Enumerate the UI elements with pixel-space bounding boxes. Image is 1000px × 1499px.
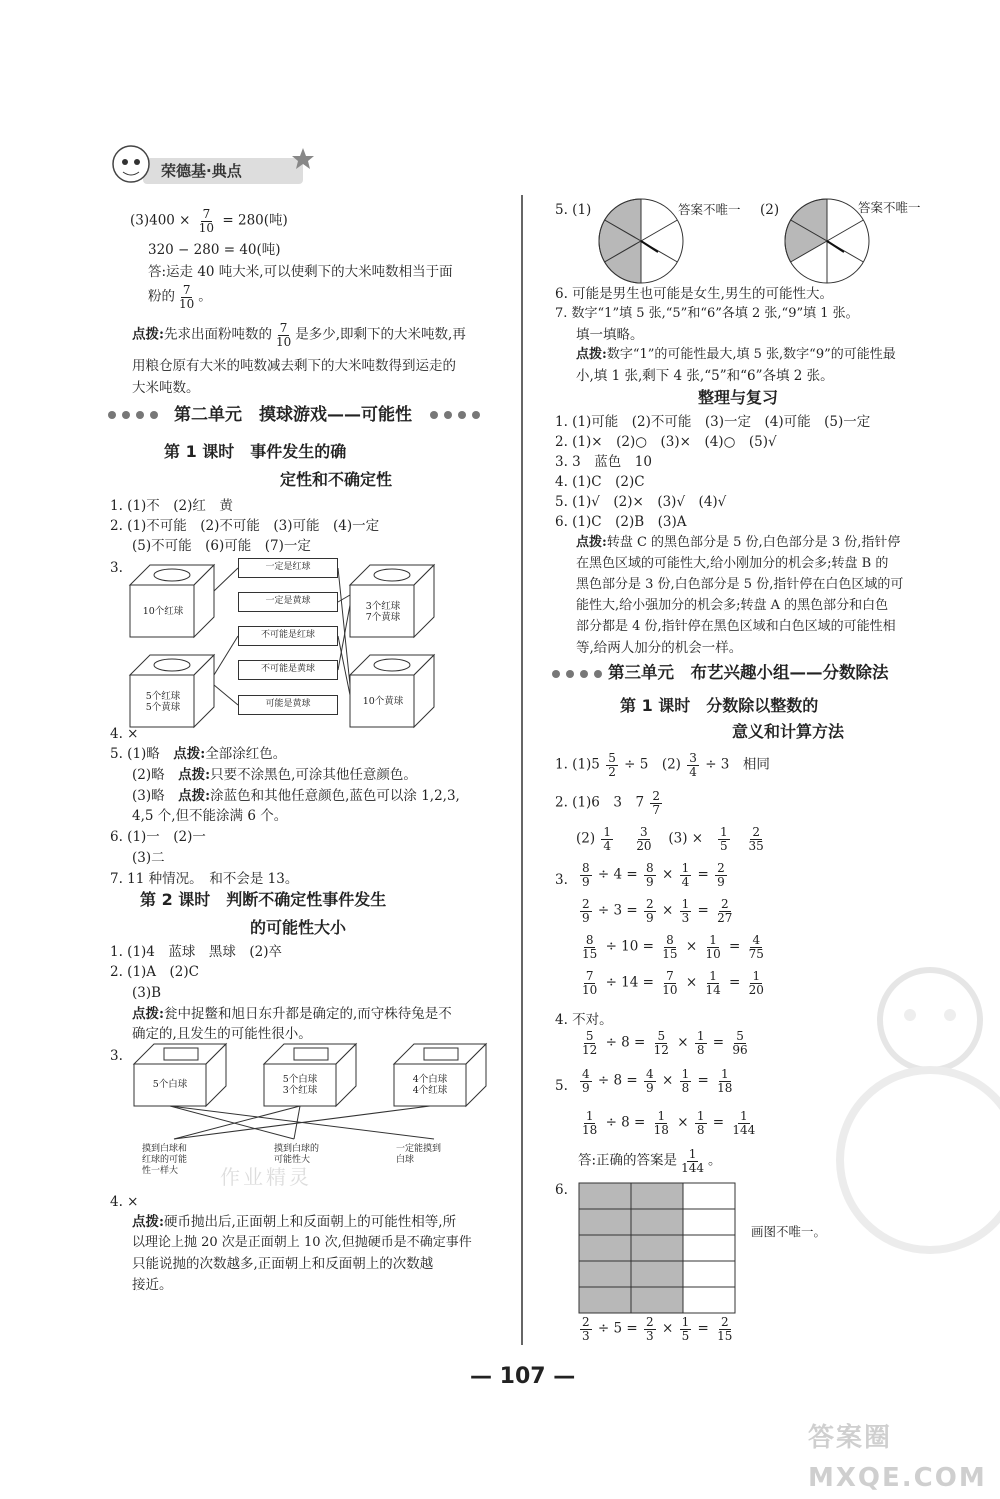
operator: × — [657, 1320, 678, 1337]
hint-line: 只能说抛的次数越多,正面朝上和反面朝上的次数越 — [132, 1256, 434, 1272]
lesson-title: 第 1 课时 事件发生的确 — [164, 442, 347, 461]
fraction-grid — [579, 1183, 739, 1313]
operator: × — [681, 938, 702, 955]
fraction: $\frac{4}{75}$ — [748, 933, 764, 961]
answer-line: 5. (1) — [555, 202, 592, 218]
fraction: $\frac{2}{27}$ — [717, 897, 733, 925]
fraction: $\frac{1}{8}$ — [696, 1109, 705, 1137]
answer-line: (2) $\frac{1}{4}$ $\frac{3}{20}$ (3) × $\frac{1}{5}$ $\frac{2}{35}$ — [576, 825, 764, 853]
spinner-1 — [596, 196, 686, 286]
answer-line: (3)B — [132, 985, 162, 1001]
answer-line: 4. × — [110, 726, 139, 742]
answer-line: 1. (1)5 $\frac{5}{2}$ ÷ 5 (2) $\frac{3}{4}$ ÷ 3 相同 — [555, 751, 770, 779]
hint-line: 确定的,且发生的可能性很小。 — [132, 1026, 312, 1042]
fraction: $\frac{1}{8}$ — [696, 1029, 705, 1057]
box-label: 3个红球 7个黄球 — [365, 600, 401, 623]
fraction: $\frac{2}{3}$ — [646, 1315, 654, 1343]
unit-title: 第二单元 摸球游戏——可能性 — [174, 405, 412, 425]
operator: ÷ 10 = — [601, 938, 659, 955]
answer-line: 4. × — [110, 1194, 139, 1210]
fraction: $\frac{1}{8}$ — [681, 1067, 690, 1095]
answer-line: 7. 数字“1”填 5 张,“5”和“6”各填 2 张,“9”填 1 张。 — [555, 306, 859, 321]
outcome-label: 摸到白球和 红球的可能 性一样大 — [142, 1144, 188, 1176]
operator: = — [693, 1072, 714, 1089]
answer-line: 2. (1)A (2)C — [110, 964, 199, 980]
operator: = — [724, 974, 745, 991]
lesson-title: 第 2 课时 判断不确定性事件发生 — [140, 890, 387, 909]
hint-line: 点拨:瓮中捉鳖和旭日东升都是确定的,而守株待兔是不 — [132, 1006, 452, 1022]
box-label: 5个白球 3个红球 — [282, 1073, 318, 1096]
hint-line: 大米吨数。 — [132, 380, 200, 396]
operator: ÷ 4 = — [593, 866, 643, 883]
note: 答案不唯一 — [858, 200, 921, 215]
hint-line: 点拨:转盘 C 的黑色部分是 5 份,白色部分是 3 份,指针停 — [576, 535, 901, 550]
fraction: $\frac{1}{20}$ — [748, 969, 764, 997]
operator: ÷ 5 = — [593, 1320, 643, 1337]
answer-line: 2. (1)× (2)○ (3)× (4)○ (5)√ — [555, 434, 777, 450]
header-logo-text: 荣德基·典点 — [161, 162, 242, 180]
answer-line: 3. — [110, 560, 123, 576]
hint-line: 部分都是 4 份,指针停在黑色区域和白色区域的可能性相 — [576, 619, 896, 634]
answer-line: 2. (1)不可能 (2)不可能 (3)可能 (4)一定 — [110, 518, 380, 534]
fraction: $\frac{8}{9}$ — [582, 861, 590, 889]
answer-line: 3. — [555, 872, 568, 888]
outcome-label: 摸到白球的 可能性大 — [274, 1144, 320, 1165]
operator: ÷ 8 = — [593, 1072, 643, 1089]
answer-line: 粉的 $\frac{7}{10}$ 。 — [148, 283, 212, 311]
operator: ÷ 3 = — [593, 902, 643, 919]
answer-line: (3)略 点拨:涂蓝色和其他任意颜色,蓝色可以涂 1,2,3, — [132, 788, 460, 804]
answer-line: (2)略 点拨:只要不涂黑色,可涂其他任意颜色。 — [132, 767, 417, 783]
fraction: $\frac{8}{15}$ — [662, 933, 678, 961]
fraction: $\frac{2}{15}$ — [717, 1315, 733, 1343]
answer-line: (2) — [760, 202, 780, 218]
operator: ÷ 8 = — [601, 1114, 650, 1131]
answer-line: 6. — [555, 1182, 568, 1198]
operator: × — [657, 866, 678, 883]
fraction: $\frac{4}{9}$ — [646, 1067, 654, 1095]
answer-line: 4. (1)C (2)C — [555, 474, 645, 490]
answer-line: 5. — [555, 1078, 568, 1094]
answer-line: 填一填略。 — [576, 327, 644, 343]
hint-line: 小,填 1 张,剩下 4 张,“5”和“6”各填 2 张。 — [576, 368, 834, 384]
fraction: $\frac{2}{3}$ — [582, 1315, 590, 1343]
match-label: 一定是红球 — [238, 558, 338, 578]
fraction: $\frac{4}{9}$ — [582, 1067, 590, 1095]
answer-line: 3. — [110, 1048, 123, 1064]
equation — [578, 970, 768, 996]
equation — [578, 934, 768, 960]
unit-dots — [552, 670, 602, 678]
answer-line: 1. (1)4 蓝球 黑球 (2)卒 — [110, 944, 283, 960]
fraction: $\frac{5}{96}$ — [732, 1029, 748, 1057]
operator: ÷ 14 = — [601, 974, 659, 991]
column-divider — [521, 195, 523, 1345]
operator: = — [693, 866, 714, 883]
matching-diagram — [134, 1044, 494, 1184]
fraction: $\frac{8}{9}$ — [646, 861, 654, 889]
answer-line: 1. (1)可能 (2)不可能 (3)一定 (4)可能 (5)一定 — [555, 414, 871, 430]
fraction: $\frac{1}{5}$ — [681, 1315, 690, 1343]
hint-line: 接近。 — [132, 1277, 173, 1293]
hint-line: 以理论上抛 20 次是正面朝上 10 次,但抛硬币是不确定事件 — [132, 1235, 472, 1250]
answer-line: (3)二 — [132, 850, 165, 866]
lesson-title: 的可能性大小 — [250, 918, 347, 937]
equation — [578, 1110, 759, 1136]
box-label: 5个白球 — [152, 1078, 188, 1090]
operator: = — [724, 938, 745, 955]
answer-line: 6. (1)一 (2)一 — [110, 829, 206, 845]
fraction: $\frac{5}{12}$ — [582, 1029, 598, 1057]
answer-line: 5. (1)略 点拨:全部涂红色。 — [110, 746, 287, 762]
hint-line: 用粮仓原有大米的吨数减去剩下的大米吨数得到运走的 — [132, 358, 456, 374]
operator: × — [672, 1034, 693, 1051]
matching-diagram — [130, 555, 470, 725]
unit-dots — [108, 411, 158, 419]
operator: × — [672, 1114, 693, 1131]
answer-line: 答:正确的答案是 $\frac{1}{144}$ 。 — [578, 1147, 722, 1175]
equation — [578, 1068, 736, 1094]
hint-line: 点拨:硬币抛出后,正面朝上和反面朝上的可能性相等,所 — [132, 1214, 457, 1230]
fraction: $\frac{1}{14}$ — [705, 969, 721, 997]
fraction: $\frac{1}{4}$ — [681, 861, 690, 889]
fraction: $\frac{1}{3}$ — [681, 897, 690, 925]
box-label: 10个红球 — [142, 605, 184, 617]
page-number: — 107 — — [470, 1364, 576, 1389]
fraction: $\frac{1}{18}$ — [582, 1109, 598, 1137]
answer-line: 320 − 280 = 40(吨) — [148, 242, 281, 258]
fraction: $\frac{7}{10}$ — [582, 969, 598, 997]
answer-line: 6. 可能是男生也可能是女生,男生的可能性大。 — [555, 286, 833, 302]
hint-line: 点拨:数字“1”的可能性最大,填 5 张,数字“9”的可能性最 — [576, 347, 896, 362]
equation — [578, 862, 729, 888]
match-label: 不可能是黄球 — [238, 660, 338, 680]
watermark-text: 作业精灵 — [220, 1165, 312, 1189]
hint-line: 点拨:先求出面粉吨数的 $\frac{7}{10}$ 是多少,即剩下的大米吨数,再 — [132, 321, 466, 349]
match-label: 可能是黄球 — [238, 695, 338, 715]
answer-line: 3. 3 蓝色 10 — [555, 454, 652, 470]
operator: = — [708, 1114, 729, 1131]
answer-line: 答:运走 40 吨大米,可以使剩下的大米吨数相当于面 — [148, 264, 453, 280]
match-label: 一定是黄球 — [238, 592, 338, 612]
fraction: $\frac{1}{18}$ — [653, 1109, 669, 1137]
box-label: 5个红球 5个黄球 — [145, 690, 181, 713]
note: 画图不唯一。 — [751, 1224, 827, 1239]
section-title: 整理与复习 — [698, 388, 779, 407]
lesson-title: 第 1 课时 分数除以整数的 — [620, 696, 819, 715]
fraction: $\frac{1}{18}$ — [717, 1067, 733, 1095]
operator: × — [681, 974, 702, 991]
operator: × — [657, 902, 678, 919]
fraction: $\frac{1}{144}$ — [732, 1109, 756, 1137]
fraction: $\frac{2}{9}$ — [582, 897, 590, 925]
unit-dots — [430, 411, 480, 419]
answer-line: 4. 不对。 — [555, 1012, 613, 1028]
operator: × — [657, 1072, 678, 1089]
match-label: 不可能是红球 — [238, 626, 338, 646]
note: 答案不唯一 — [678, 202, 741, 217]
answer-line: 2. (1)6 3 7 $\frac{2}{7}$ — [555, 789, 660, 817]
hint-line: 等,给两人加分的机会一样。 — [576, 640, 743, 656]
operator: = — [708, 1034, 729, 1051]
operator: ÷ 8 = — [601, 1034, 650, 1051]
answer-line: 5. (1)√ (2)× (3)√ (4)√ — [555, 494, 727, 510]
answer-line: 4,5 个,但不能涂满 6 个。 — [132, 808, 288, 824]
fraction: $\frac{5}{12}$ — [653, 1029, 669, 1057]
answer-line: (3)400 × $\frac{7}{10}$ = 280(吨) — [130, 207, 288, 235]
lesson-title: 定性和不确定性 — [280, 470, 393, 489]
answer-line: 6. (1)C (2)B (3)A — [555, 514, 687, 530]
answer-line: 7. 11 种情况。 和不会是 13。 — [110, 871, 299, 887]
fraction: $\frac{2}{9}$ — [717, 861, 725, 889]
box-label: 4个白球 4个红球 — [412, 1073, 448, 1096]
lesson-title: 意义和计算方法 — [732, 722, 845, 741]
hint-line: 黑色部分是 3 份,白色部分是 5 份,指针停在白色区域的可 — [576, 577, 904, 592]
equation — [578, 898, 736, 924]
hint-line: 能性大,给小强加分的机会多;转盘 A 的黑色部分和白色 — [576, 598, 889, 613]
unit-title: 第三单元 布艺兴趣小组——分数除法 — [608, 663, 889, 682]
corner-watermark: 答案圈 MXQE.COM — [808, 1423, 987, 1494]
box-label: 10个黄球 — [362, 695, 404, 707]
outcome-label: 一定能摸到 白球 — [396, 1144, 442, 1165]
fraction: $\frac{8}{15}$ — [582, 933, 598, 961]
answer-line: 1. (1)不 (2)红 黄 — [110, 498, 233, 514]
fraction: $\frac{1}{10}$ — [705, 933, 721, 961]
operator: = — [693, 902, 714, 919]
operator: = — [693, 1320, 714, 1337]
equation — [578, 1316, 736, 1342]
equation — [578, 1030, 752, 1056]
watermark-mascot-icon — [810, 960, 1000, 1250]
answer-line: (5)不可能 (6)可能 (7)一定 — [132, 538, 311, 554]
fraction: $\frac{2}{9}$ — [646, 897, 654, 925]
header-logo — [103, 140, 328, 190]
hint-line: 在黑色区域的可能性大,给小刚加分的机会多;转盘 B 的 — [576, 556, 889, 571]
fraction: $\frac{7}{10}$ — [662, 969, 678, 997]
